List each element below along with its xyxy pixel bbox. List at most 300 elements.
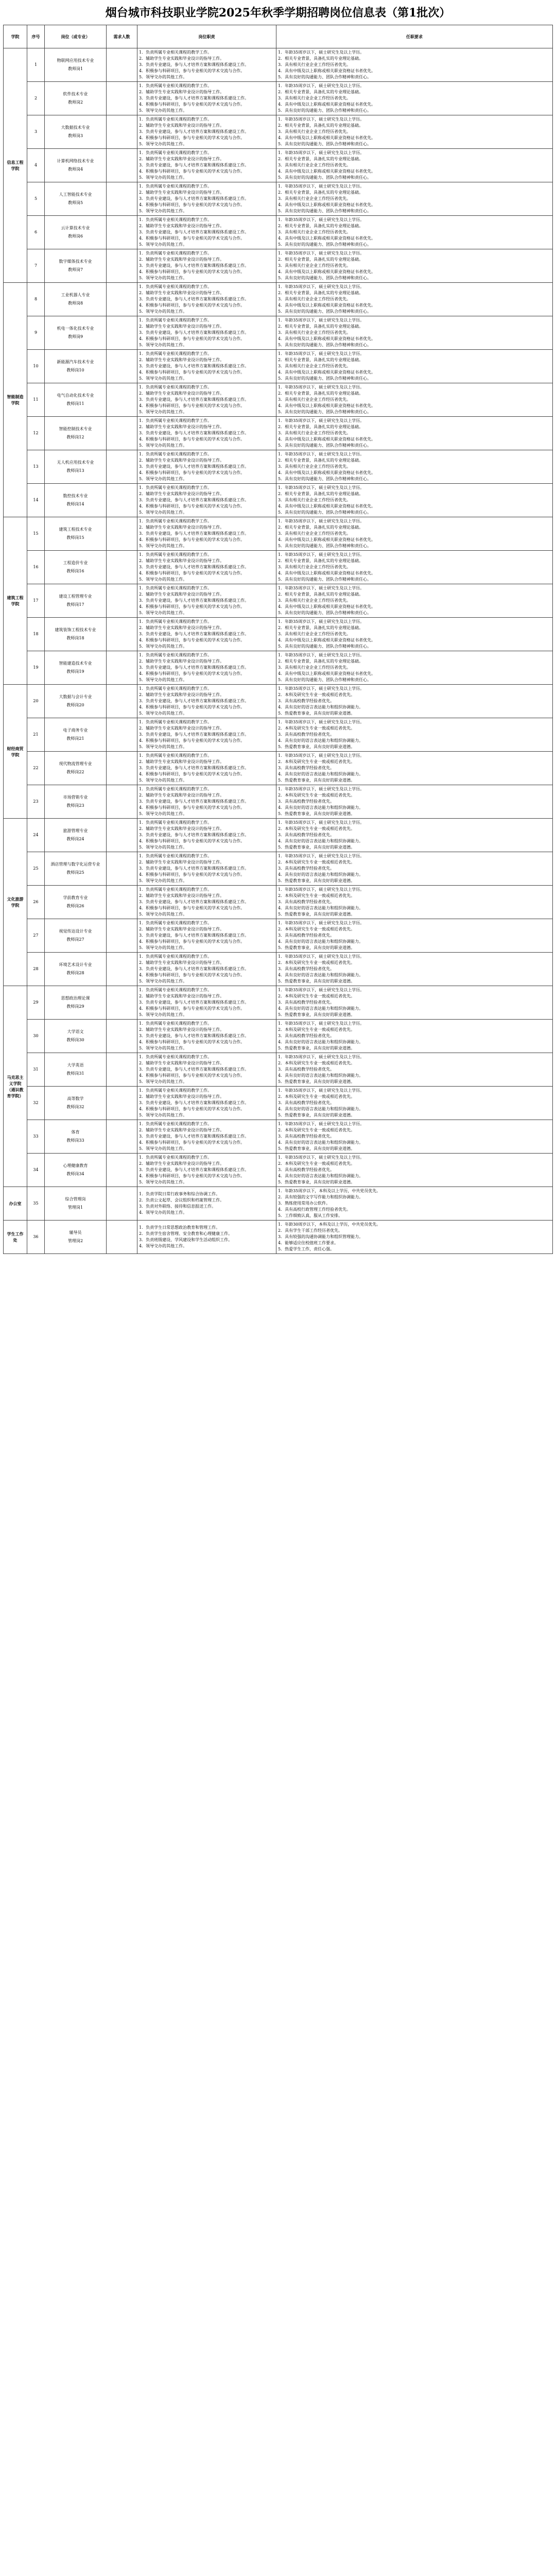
requirement-line: 1．年龄35周岁以下，硕士研究生及以上学历。 (278, 988, 364, 992)
requirement-line: 4．具有中级及以上职称或相关职业资格证书者优先。 (278, 303, 376, 308)
headcount (107, 852, 137, 886)
row-number: 30 (27, 1020, 45, 1053)
requirement-line: 2．具有较强的文字写作能力和组织协调能力。 (278, 1195, 363, 1199)
requirement-line: 2．相关专业背景，具备扎实的专业理论基础。 (278, 157, 363, 161)
requirement-line: 3．具有高校教学经验者优先。 (278, 732, 335, 737)
position-name: 智能建造技术专业 (59, 661, 92, 666)
requirement-line: 1．年龄35周岁以下，硕士研究生及以上学历。 (278, 217, 364, 222)
requirement-line: 5．具有良好的沟通能力、团队合作精神和责任心。 (278, 477, 372, 481)
row-number: 28 (27, 953, 45, 986)
duty-line: 4．积极参与科研项目，参与专业相关的学术交流与合作。 (139, 102, 245, 107)
duty-line: 2．辅助学生专业实践和毕业设计的指导工作。 (139, 726, 224, 731)
position-code: 教师岗22 (66, 770, 84, 774)
duty-line: 3．负责对外联络、接待和信息报送工作。 (139, 1204, 216, 1209)
duty-line: 3．负责专业建设，参与人才培养方案和课程体系建设工作。 (139, 1000, 249, 1005)
table-row (4, 986, 553, 1020)
duty-line: 5．领导交办的其他工作。 (139, 945, 187, 950)
school-name: 学生工作处 (4, 1221, 27, 1254)
table-row (4, 182, 553, 216)
requirement-line: 1．年龄35周岁以下，硕士研究生及以上学历。 (278, 1122, 364, 1126)
position-cell (45, 819, 107, 852)
duty-line: 3．负责专业建设，参与人才培养方案和课程体系建设工作。 (139, 967, 249, 971)
requirement-line: 1．年龄35周岁以下，硕士研究生及以上学历。 (278, 820, 364, 825)
position-name: 视觉传达设计专业 (59, 929, 92, 934)
duty-line: 2．辅助学生专业实践和毕业设计的指导工作。 (139, 893, 224, 898)
position-name: 云计算技术专业 (61, 226, 90, 230)
duty-line: 5．领导交办的其他工作。 (139, 75, 187, 79)
requirement-line: 4．具有中级及以上职称或相关职业资格证书者优先。 (278, 638, 376, 642)
duty-line: 3．负责专业建设，参与人才培养方案和课程体系建设工作。 (139, 464, 249, 469)
headcount (107, 316, 137, 350)
requirement-line: 4．具有中级及以上职称或相关职业资格证书者优先。 (278, 269, 376, 274)
requirement-line: 1．年龄35周岁以下，硕士研究生及以上学历。 (278, 485, 364, 490)
requirement-line: 4．具有良好的语言表达能力和组织协调能力。 (278, 1140, 363, 1145)
duty-line: 1．负责所属专业相关课程的教学工作。 (139, 1088, 212, 1093)
headcount (107, 283, 137, 316)
duty-cell (137, 1053, 276, 1087)
headcount (107, 216, 137, 249)
duty-line: 3．负责专业建设，参与人才培养方案和课程体系建设工作。 (139, 431, 249, 435)
requirement-line: 5．具有良好的沟通能力、团队合作精神和责任心。 (278, 510, 372, 515)
requirement-line: 1．年龄30周岁以下，本科及以上学历，中共党员优先。 (278, 1222, 381, 1227)
duty-line: 2．辅助学生专业实践和毕业设计的指导工作。 (139, 759, 224, 764)
requirement-line: 5．热爱教育事业，具有良好的职业道德。 (278, 845, 355, 850)
position-name: 思想政治理论课 (61, 996, 90, 1001)
table-row (4, 1187, 553, 1221)
duty-line: 1．负责学院日常行政事务和综合协调工作。 (139, 1192, 220, 1196)
duty-line: 1．负责所属专业相关课程的教学工作。 (139, 854, 212, 858)
duty-line: 5．领导交办的其他工作。 (139, 209, 187, 213)
requirement-line: 3．熟练使用常用办公软件。 (278, 1201, 331, 1206)
requirement-line: 1．年龄35周岁以下，硕士研究生及以上学历。 (278, 251, 364, 256)
requirement-line: 5．热爱教育事业，具有良好的职业道德。 (278, 744, 355, 749)
duty-line: 2．辅助学生专业实践和毕业设计的指导工作。 (139, 492, 224, 496)
requirement-cell (276, 584, 553, 618)
duty-cell (137, 216, 276, 249)
requirement-line: 1．年龄35周岁以下，硕士研究生及以上学历。 (278, 552, 364, 557)
duty-line: 2．辅助学生专业实践和毕业设计的指导工作。 (139, 190, 224, 195)
requirement-line: 3．具有高校教学经验者优先。 (278, 866, 335, 871)
duty-line: 5．领导交办的其他工作。 (139, 1046, 187, 1050)
position-name: 环境艺术设计专业 (59, 962, 92, 967)
requirement-line: 2．相关专业背景，具备扎实的专业理论基础。 (278, 525, 363, 530)
table-row (4, 651, 553, 685)
requirement-line: 4．具有良好的语言表达能力和组织协调能力。 (278, 772, 363, 776)
requirement-line: 2．相关专业背景，具备扎实的专业理论基础。 (278, 123, 363, 128)
duty-line: 1．负责所属专业相关课程的教学工作。 (139, 1122, 212, 1126)
duty-line: 3．负责专业建设，参与人才培养方案和课程体系建设工作。 (139, 129, 249, 134)
duty-line: 1．负责所属专业相关课程的教学工作。 (139, 485, 212, 490)
position-code: 管理岗2 (67, 1239, 83, 1243)
position-code: 教师岗11 (66, 401, 84, 406)
duty-cell (137, 1087, 276, 1120)
requirement-line: 5．热爱教育事业，具有良好的职业道德。 (278, 1012, 355, 1017)
requirement-line: 2．相关专业背景，具备扎实的专业理论基础。 (278, 324, 363, 329)
duty-line: 5．领导交办的其他工作。 (139, 108, 187, 113)
header-school: 学院 (4, 25, 27, 48)
requirement-cell (276, 1154, 553, 1187)
duty-line: 3．负责专业建设，参与人才培养方案和课程体系建设工作。 (139, 866, 249, 871)
duty-line: 2．负责公文起草、会议组织和档案管理工作。 (139, 1198, 224, 1202)
requirement-line: 2．本科及研究生专业一致或相近者优先。 (278, 1161, 355, 1166)
requirement-line: 5．具有良好的沟通能力、团队合作精神和责任心。 (278, 410, 372, 414)
position-cell (45, 651, 107, 685)
duty-line: 1．负责所属专业相关课程的教学工作。 (139, 1021, 212, 1026)
row-number: 25 (27, 852, 45, 886)
duty-line: 3．负责专业建设，参与人才培养方案和课程体系建设工作。 (139, 632, 249, 636)
position-code: 教师岗18 (66, 636, 84, 640)
headcount (107, 484, 137, 517)
headcount (107, 685, 137, 718)
duty-cell (137, 182, 276, 216)
requirement-line: 2．相关专业背景，具备扎实的专业理论基础。 (278, 659, 363, 664)
requirement-line: 4．具有良好的语言表达能力和组织协调能力。 (278, 906, 363, 910)
position-name: 数控技术专业 (63, 494, 88, 498)
duty-line: 3．负责专业建设，参与人才培养方案和课程体系建设工作。 (139, 732, 249, 737)
requirement-line: 4．具有中级及以上职称或相关职业资格证书者优先。 (278, 437, 376, 442)
table-row (4, 417, 553, 450)
duty-line: 5．领导交办的其他工作。 (139, 845, 187, 850)
requirement-line: 1．年龄35周岁以下，硕士研究生及以上学历。 (278, 150, 364, 155)
duty-line: 4．积极参与科研项目，参与专业相关的学术交流与合作。 (139, 169, 245, 174)
requirement-line: 5．具有良好的沟通能力、团队合作精神和责任心。 (278, 108, 372, 113)
duty-line: 3．负责专业建设，参与人才培养方案和课程体系建设工作。 (139, 766, 249, 770)
duty-line: 4．积极参与科研项目，参与专业相关的学术交流与合作。 (139, 705, 245, 709)
duty-line: 3．负责专业建设，参与人才培养方案和课程体系建设工作。 (139, 364, 249, 368)
table-row (4, 718, 553, 752)
headcount (107, 718, 137, 752)
headcount (107, 919, 137, 953)
requirement-cell (276, 551, 553, 584)
duty-line: 3．负责专业建设，参与人才培养方案和课程体系建设工作。 (139, 330, 249, 335)
position-name: 新能源汽车技术专业 (57, 360, 94, 364)
position-name: 现代物流管理专业 (59, 761, 92, 766)
requirement-line: 3．具有相关行业企业工作经历者优先。 (278, 565, 351, 569)
duty-cell (137, 517, 276, 551)
position-cell (45, 1120, 107, 1154)
duty-line: 3．负责专业建设，参与人才培养方案和课程体系建设工作。 (139, 598, 249, 603)
requirement-line: 5．具有良好的沟通能力、团队合作精神和责任心。 (278, 142, 372, 146)
requirement-line: 4．具有中级及以上职称或相关职业资格证书者优先。 (278, 69, 376, 73)
requirement-line: 5．具有良好的沟通能力、团队合作精神和责任心。 (278, 677, 372, 682)
requirement-line: 3．具有较强的沟通协调能力和组织管理能力。 (278, 1234, 363, 1239)
duty-line: 5．领导交办的其他工作。 (139, 744, 187, 749)
headcount (107, 1020, 137, 1053)
duty-line: 4．积极参与科研项目，参与专业相关的学术交流与合作。 (139, 872, 245, 877)
requirement-line: 2．相关专业背景，具备扎实的专业理论基础。 (278, 558, 363, 563)
position-code: 教师岗5 (67, 200, 83, 205)
row-number: 27 (27, 919, 45, 953)
requirement-line: 4．具有中级及以上职称或相关职业资格证书者优先。 (278, 671, 376, 676)
table-row (4, 517, 553, 551)
requirement-line: 4．具有良好的语言表达能力和组织协调能力。 (278, 1040, 363, 1044)
requirement-line: 5．具有良好的沟通能力、团队合作精神和责任心。 (278, 309, 372, 314)
requirement-line: 1．年龄35周岁以下，硕士研究生及以上学历。 (278, 117, 364, 122)
headcount (107, 651, 137, 685)
requirement-line: 2．相关专业背景，具备扎实的专业理论基础。 (278, 358, 363, 362)
position-cell (45, 953, 107, 986)
requirement-cell (276, 383, 553, 417)
row-number: 20 (27, 685, 45, 718)
requirement-line: 4．具有良好的语言表达能力和组织协调能力。 (278, 1006, 363, 1011)
position-code: 教师岗9 (67, 334, 83, 339)
requirement-line: 3．具有相关行业企业工作经历者优先。 (278, 129, 351, 134)
duty-line: 4．积极参与科研项目，参与专业相关的学术交流与合作。 (139, 504, 245, 509)
duty-cell (137, 718, 276, 752)
duty-line: 2．辅助学生专业实践和毕业设计的指导工作。 (139, 291, 224, 295)
requirement-line: 3．具有高校教学经验者优先。 (278, 1067, 335, 1072)
position-code: 教师岗17 (66, 602, 84, 607)
row-number: 16 (27, 551, 45, 584)
position-name: 工业机器人专业 (61, 293, 90, 297)
headcount (107, 350, 137, 383)
requirement-line: 1．年龄35周岁以下，硕士研究生及以上学历。 (278, 787, 364, 791)
duty-line: 2．辅助学生专业实践和毕业设计的指导工作。 (139, 257, 224, 262)
duty-line: 1．负责所属专业相关课程的教学工作。 (139, 787, 212, 791)
duty-line: 4．积极参与科研项目，参与专业相关的学术交流与合作。 (139, 437, 245, 442)
requirement-line: 1．年龄35周岁以下，硕士研究生及以上学历。 (278, 753, 364, 758)
duty-line: 3．负责专业建设，参与人才培养方案和课程体系建设工作。 (139, 263, 249, 268)
school-name: 智能制造学院 (4, 283, 27, 517)
duty-line: 1．负责所属专业相关课程的教学工作。 (139, 351, 212, 356)
table-row (4, 1087, 553, 1120)
requirement-line: 4．具有良好的语言表达能力和组织协调能力。 (278, 1107, 363, 1111)
duty-line: 4．领导交办的其他工作。 (139, 1244, 187, 1248)
duty-line: 1．负责所属专业相关课程的教学工作。 (139, 988, 212, 992)
headcount (107, 819, 137, 852)
position-code: 教师岗16 (66, 569, 84, 573)
headcount (107, 752, 137, 785)
position-cell (45, 752, 107, 785)
position-name: 大数据与会计专业 (59, 694, 92, 699)
duty-line: 3．负责专业建设，参与人才培养方案和课程体系建设工作。 (139, 1067, 249, 1072)
requirement-line: 1．年龄35周岁以下，硕士研究生及以上学历。 (278, 83, 364, 88)
requirement-line: 3．具有相关行业企业工作经历者优先。 (278, 96, 351, 100)
requirement-line: 3．具有相关行业企业工作经历者优先。 (278, 230, 351, 234)
duty-line: 5．领导交办的其他工作。 (139, 410, 187, 414)
school-name: 财经商贸学院 (4, 685, 27, 819)
position-code: 教师岗19 (66, 669, 84, 674)
position-name: 建筑工程技术专业 (59, 527, 92, 532)
requirement-line: 1．年龄35周岁以下，硕士研究生及以上学历。 (278, 418, 364, 423)
position-name: 高等数学 (67, 1096, 84, 1101)
requirement-line: 5．具有良好的沟通能力、团队合作精神和责任心。 (278, 544, 372, 548)
requirement-line: 1．年龄35周岁以下，硕士研究生及以上学历。 (278, 452, 364, 456)
position-name: 综合管理岗 (65, 1197, 86, 1201)
duty-line: 5．领导交办的其他工作。 (139, 644, 187, 649)
requirement-line: 2．本科及研究生专业一致或相近者优先。 (278, 960, 355, 965)
position-name: 市场营销专业 (63, 795, 88, 800)
position-name: 酒店管理与数字化运营专业 (50, 862, 100, 867)
document-page (0, 0, 556, 1254)
requirement-cell (276, 953, 553, 986)
requirement-cell (276, 1221, 553, 1254)
duty-line: 3．负责专业建设，参与人才培养方案和课程体系建设工作。 (139, 1100, 249, 1105)
requirement-cell (276, 517, 553, 551)
position-cell (45, 919, 107, 953)
position-name: 建筑装饰工程技术专业 (55, 628, 96, 632)
position-code: 教师岗12 (66, 435, 84, 439)
duty-line: 2．辅助学生专业实践和毕业设计的指导工作。 (139, 391, 224, 396)
headcount (107, 1053, 137, 1087)
duty-line: 5．领导交办的其他工作。 (139, 309, 187, 314)
requirement-line: 2．本科及研究生专业一致或相近者优先。 (278, 994, 355, 998)
requirement-line: 3．具有高校教学经验者优先。 (278, 900, 335, 904)
requirement-line: 2．本科及研究生专业一致或相近者优先。 (278, 726, 355, 731)
duty-cell (137, 283, 276, 316)
duty-line: 4．积极参与科研项目，参与专业相关的学术交流与合作。 (139, 537, 245, 542)
duty-line: 4．积极参与科研项目，参与专业相关的学术交流与合作。 (139, 638, 245, 642)
position-cell (45, 249, 107, 283)
requirement-line: 2．本科及研究生专业一致或相近者优先。 (278, 793, 355, 798)
requirement-line: 2．相关专业背景，具备扎实的专业理论基础。 (278, 492, 363, 496)
duty-line: 5．领导交办的其他工作。 (139, 677, 187, 682)
duty-line: 1．负责所属专业相关课程的教学工作。 (139, 452, 212, 456)
requirement-cell (276, 1020, 553, 1053)
duty-line: 2．辅助学生专业实践和毕业设计的指导工作。 (139, 525, 224, 530)
duty-line: 5．领导交办的其他工作。 (139, 276, 187, 280)
header-requirement: 任职要求 (276, 25, 553, 48)
table-row (4, 383, 553, 417)
row-number: 32 (27, 1087, 45, 1120)
row-number: 29 (27, 986, 45, 1020)
duty-line: 3．负责专业建设，参与人才培养方案和课程体系建设工作。 (139, 833, 249, 837)
duty-cell (137, 886, 276, 919)
duty-line: 4．积极参与科研项目，参与专业相关的学术交流与合作。 (139, 671, 245, 676)
row-number: 9 (27, 316, 45, 350)
requirement-line: 4．具有中级及以上职称或相关职业资格证书者优先。 (278, 504, 376, 509)
requirement-line: 2．相关专业背景，具备扎实的专业理论基础。 (278, 190, 363, 195)
requirement-line: 1．年龄35周岁以下，硕士研究生及以上学历。 (278, 519, 364, 523)
requirement-line: 1．年龄35周岁以下，硕士研究生及以上学历。 (278, 619, 364, 624)
duty-line: 1．负责所属专业相关课程的教学工作。 (139, 385, 212, 389)
duty-cell (137, 316, 276, 350)
requirement-line: 3．具有高校教学经验者优先。 (278, 1134, 335, 1139)
duty-line: 4．领导交办的其他工作。 (139, 1210, 187, 1215)
duty-line: 5．领导交办的其他工作。 (139, 1180, 187, 1184)
duty-line: 3．负责专业建设，参与人才培养方案和课程体系建设工作。 (139, 933, 249, 938)
requirement-cell (276, 182, 553, 216)
position-code: 教师岗28 (66, 971, 84, 975)
header-num: 序号 (27, 25, 45, 48)
row-number: 6 (27, 216, 45, 249)
headcount (107, 383, 137, 417)
requirement-cell (276, 115, 553, 149)
requirement-line: 2．相关专业背景，具备扎实的专业理论基础。 (278, 458, 363, 463)
requirement-cell (276, 149, 553, 182)
requirement-cell (276, 249, 553, 283)
requirement-line: 4．具有中级及以上职称或相关职业资格证书者优先。 (278, 202, 376, 207)
duty-line: 5．领导交办的其他工作。 (139, 242, 187, 247)
requirement-line: 1．年龄35周岁以下，硕士研究生及以上学历。 (278, 385, 364, 389)
position-code: 教师岗27 (66, 937, 84, 942)
requirement-line: 3．具有相关行业企业工作经历者优先。 (278, 364, 351, 368)
requirement-line: 3．具有高校教学经验者优先。 (278, 933, 335, 938)
headcount (107, 1087, 137, 1120)
requirement-cell (276, 1120, 553, 1154)
duty-line: 3．负责专业建设，参与人才培养方案和课程体系建设工作。 (139, 665, 249, 670)
duty-line: 3．负责专业建设，参与人才培养方案和课程体系建设工作。 (139, 1033, 249, 1038)
duty-line: 3．负责专业建设，参与人才培养方案和课程体系建设工作。 (139, 565, 249, 569)
requirement-line: 4．具有良好的语言表达能力和组织协调能力。 (278, 1174, 363, 1178)
duty-line: 1．负责所属专业相关课程的教学工作。 (139, 954, 212, 959)
table-row (4, 685, 553, 718)
duty-cell (137, 1221, 276, 1254)
requirement-line: 1．年龄35周岁以下，硕士研究生及以上学历。 (278, 686, 364, 691)
position-name: 电气自动化技术专业 (57, 393, 94, 398)
requirement-line: 4．具有中级及以上职称或相关职业资格证书者优先。 (278, 236, 376, 241)
headcount (107, 1154, 137, 1187)
row-number: 17 (27, 584, 45, 618)
position-code: 教师岗25 (66, 870, 84, 875)
row-number: 19 (27, 651, 45, 685)
position-code: 管理岗1 (67, 1205, 83, 1210)
duty-line: 3．负责专业建设，参与人才培养方案和课程体系建设工作。 (139, 163, 249, 167)
requirement-line: 3．具有相关行业企业工作经历者优先。 (278, 196, 351, 201)
requirement-line: 4．具有良好的语言表达能力和组织协调能力。 (278, 1073, 363, 1078)
duty-cell (137, 1020, 276, 1053)
requirement-cell (276, 417, 553, 450)
requirement-line: 3．具有高校教学经验者优先。 (278, 799, 335, 804)
table-row (4, 919, 553, 953)
school-name: 信息工程学院 (4, 48, 27, 283)
requirement-line: 3．具有相关行业企业工作经历者优先。 (278, 62, 351, 67)
duty-line: 3．负责专业建设，参与人才培养方案和课程体系建设工作。 (139, 799, 249, 804)
requirement-line: 2．本科及研究生专业一致或相近者优先。 (278, 893, 355, 898)
duty-line: 5．领导交办的其他工作。 (139, 376, 187, 381)
duty-cell (137, 82, 276, 115)
requirement-line: 4．具有良好的语言表达能力和组织协调能力。 (278, 839, 363, 843)
requirement-line: 2．相关专业背景，具备扎实的专业理论基础。 (278, 425, 363, 429)
requirement-line: 2．本科及研究生专业一致或相近者优先。 (278, 692, 355, 697)
header-position: 岗位（或专业） (45, 25, 107, 48)
requirement-cell (276, 685, 553, 718)
requirement-line: 5．具有良好的沟通能力、团队合作精神和责任心。 (278, 443, 372, 448)
row-number: 5 (27, 182, 45, 216)
duty-cell (137, 852, 276, 886)
requirement-line: 5．热爱教育事业，具有良好的职业道德。 (278, 811, 355, 816)
requirement-line: 1．年龄35周岁以下，硕士研究生及以上学历。 (278, 1055, 364, 1059)
duty-line: 5．领导交办的其他工作。 (139, 544, 187, 548)
duty-line: 1．负责所属专业相关课程的教学工作。 (139, 418, 212, 423)
duty-line: 1．负责所属专业相关课程的教学工作。 (139, 318, 212, 323)
table-row (4, 618, 553, 651)
position-name: 数字媒体技术专业 (59, 259, 92, 264)
duty-line: 1．负责所属专业相关课程的教学工作。 (139, 720, 212, 724)
duty-line: 4．积极参与科研项目，参与专业相关的学术交流与合作。 (139, 1107, 245, 1111)
row-number: 7 (27, 249, 45, 283)
headcount (107, 953, 137, 986)
requirement-cell (276, 886, 553, 919)
duty-line: 3．负责专业建设，参与人才培养方案和课程体系建设工作。 (139, 96, 249, 100)
position-code: 教师岗33 (66, 1138, 84, 1143)
position-cell (45, 1020, 107, 1053)
duty-line: 2．辅助学生专业实践和毕业设计的指导工作。 (139, 1094, 224, 1099)
requirement-line: 4．具有中级及以上职称或相关职业资格证书者优先。 (278, 571, 376, 575)
duty-line: 2．辅助学生专业实践和毕业设计的指导工作。 (139, 358, 224, 362)
position-name: 机电一体化技术专业 (57, 326, 94, 331)
position-code: 教师岗24 (66, 837, 84, 841)
duty-line: 2．辅助学生专业实践和毕业设计的指导工作。 (139, 994, 224, 998)
requirement-line: 5．热爱教育事业，具有良好的职业道德。 (278, 1113, 355, 1117)
table-row (4, 819, 553, 852)
duty-line: 2．辅助学生专业实践和毕业设计的指导工作。 (139, 793, 224, 798)
position-name: 人工智能技术专业 (59, 192, 92, 197)
duty-line: 1．负责所属专业相关课程的教学工作。 (139, 820, 212, 825)
requirement-line: 4．具有中级及以上职称或相关职业资格证书者优先。 (278, 604, 376, 609)
position-cell (45, 283, 107, 316)
requirement-cell (276, 1187, 553, 1221)
